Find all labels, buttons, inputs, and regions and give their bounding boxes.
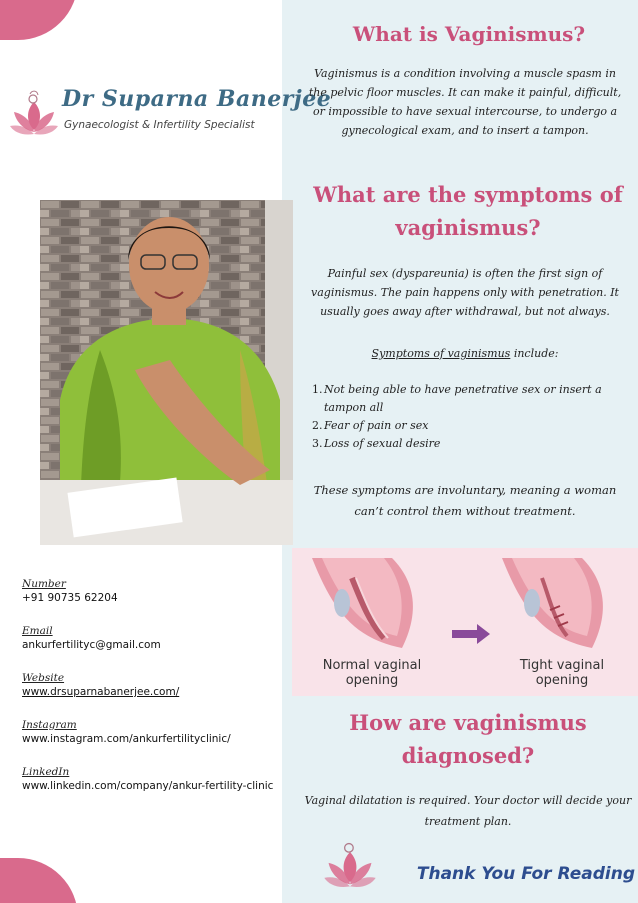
symptoms-link[interactable]: Symptoms of vaginismus — [371, 347, 511, 360]
contact-label-website: Website — [22, 672, 65, 684]
list-item: 3. Loss of sexual desire — [312, 437, 441, 450]
lotus-logo-icon — [10, 86, 58, 142]
list-item: 1. Not being able to have penetrative sex or insert a tampon all — [312, 383, 602, 414]
anatomy-diagram — [292, 548, 638, 696]
contact-value-email[interactable]: ankurfertilityc@gmail.com — [22, 639, 161, 651]
section-body-what: Vaginismus is a condition involving a muscle spasm in the pelvic floor muscles. It can make it painful, difficult, or impossible to have sexual intercourse, to undergo a gynecological exam, and to insert a tampon. — [308, 67, 622, 137]
section-intro-symptoms: Painful sex (dyspareunia) is often the first sign of vaginismus. The pain happens only with penetration. It usually goes away after withdrawal, but not always. — [311, 267, 619, 318]
section-title-what: What is Vaginismus? — [352, 22, 586, 46]
thanks-message: Thank You For Reading — [416, 864, 635, 884]
doctor-name: Dr Suparna Banerjee — [62, 86, 332, 112]
contact-value-instagram[interactable]: www.instagram.com/ankurfertilityclinic/ — [22, 733, 231, 745]
list-item: 2. Fear of pain or sex — [312, 419, 429, 432]
symptoms-closing: These symptoms are involuntary, meaning a woman can’t control them without treatment. — [313, 483, 617, 518]
contact-details — [22, 577, 280, 812]
clinic-logo — [10, 86, 332, 142]
section-title-symptoms: What are the symptoms of vaginismus? — [313, 182, 623, 240]
contact-value-website[interactable]: www.drsuparnabanerjee.com/ — [22, 686, 180, 698]
contact-value-linkedin[interactable]: www.linkedin.com/company/ankur-fertility-clinic — [22, 780, 274, 792]
contact-label-number: Number — [22, 578, 66, 590]
contact-value-number[interactable]: +91 90735 62204 — [22, 592, 118, 604]
doctor-photo — [40, 200, 293, 545]
lotus-footer-icon — [320, 835, 380, 895]
doctor-specialty: Gynaecologist & Infertility Specialist — [64, 119, 255, 131]
contact-label-linkedin: LinkedIn — [22, 766, 70, 778]
symptoms-heading-rest: include: — [510, 347, 559, 360]
contact-label-email: Email — [22, 625, 53, 637]
symptoms-list — [312, 381, 638, 453]
section-body-diagnosis: Vaginal dilatation is required. Your doctor will decide your treatment plan. — [304, 794, 632, 828]
section-title-diagnosis: How are vaginismus diagnosed? — [349, 710, 587, 768]
contact-label-instagram: Instagram — [22, 719, 77, 731]
diagram-caption-normal: Normal vaginal opening — [322, 658, 422, 688]
symptoms-list-heading — [305, 344, 625, 363]
diagram-caption-tight: Tight vaginal opening — [519, 658, 605, 688]
